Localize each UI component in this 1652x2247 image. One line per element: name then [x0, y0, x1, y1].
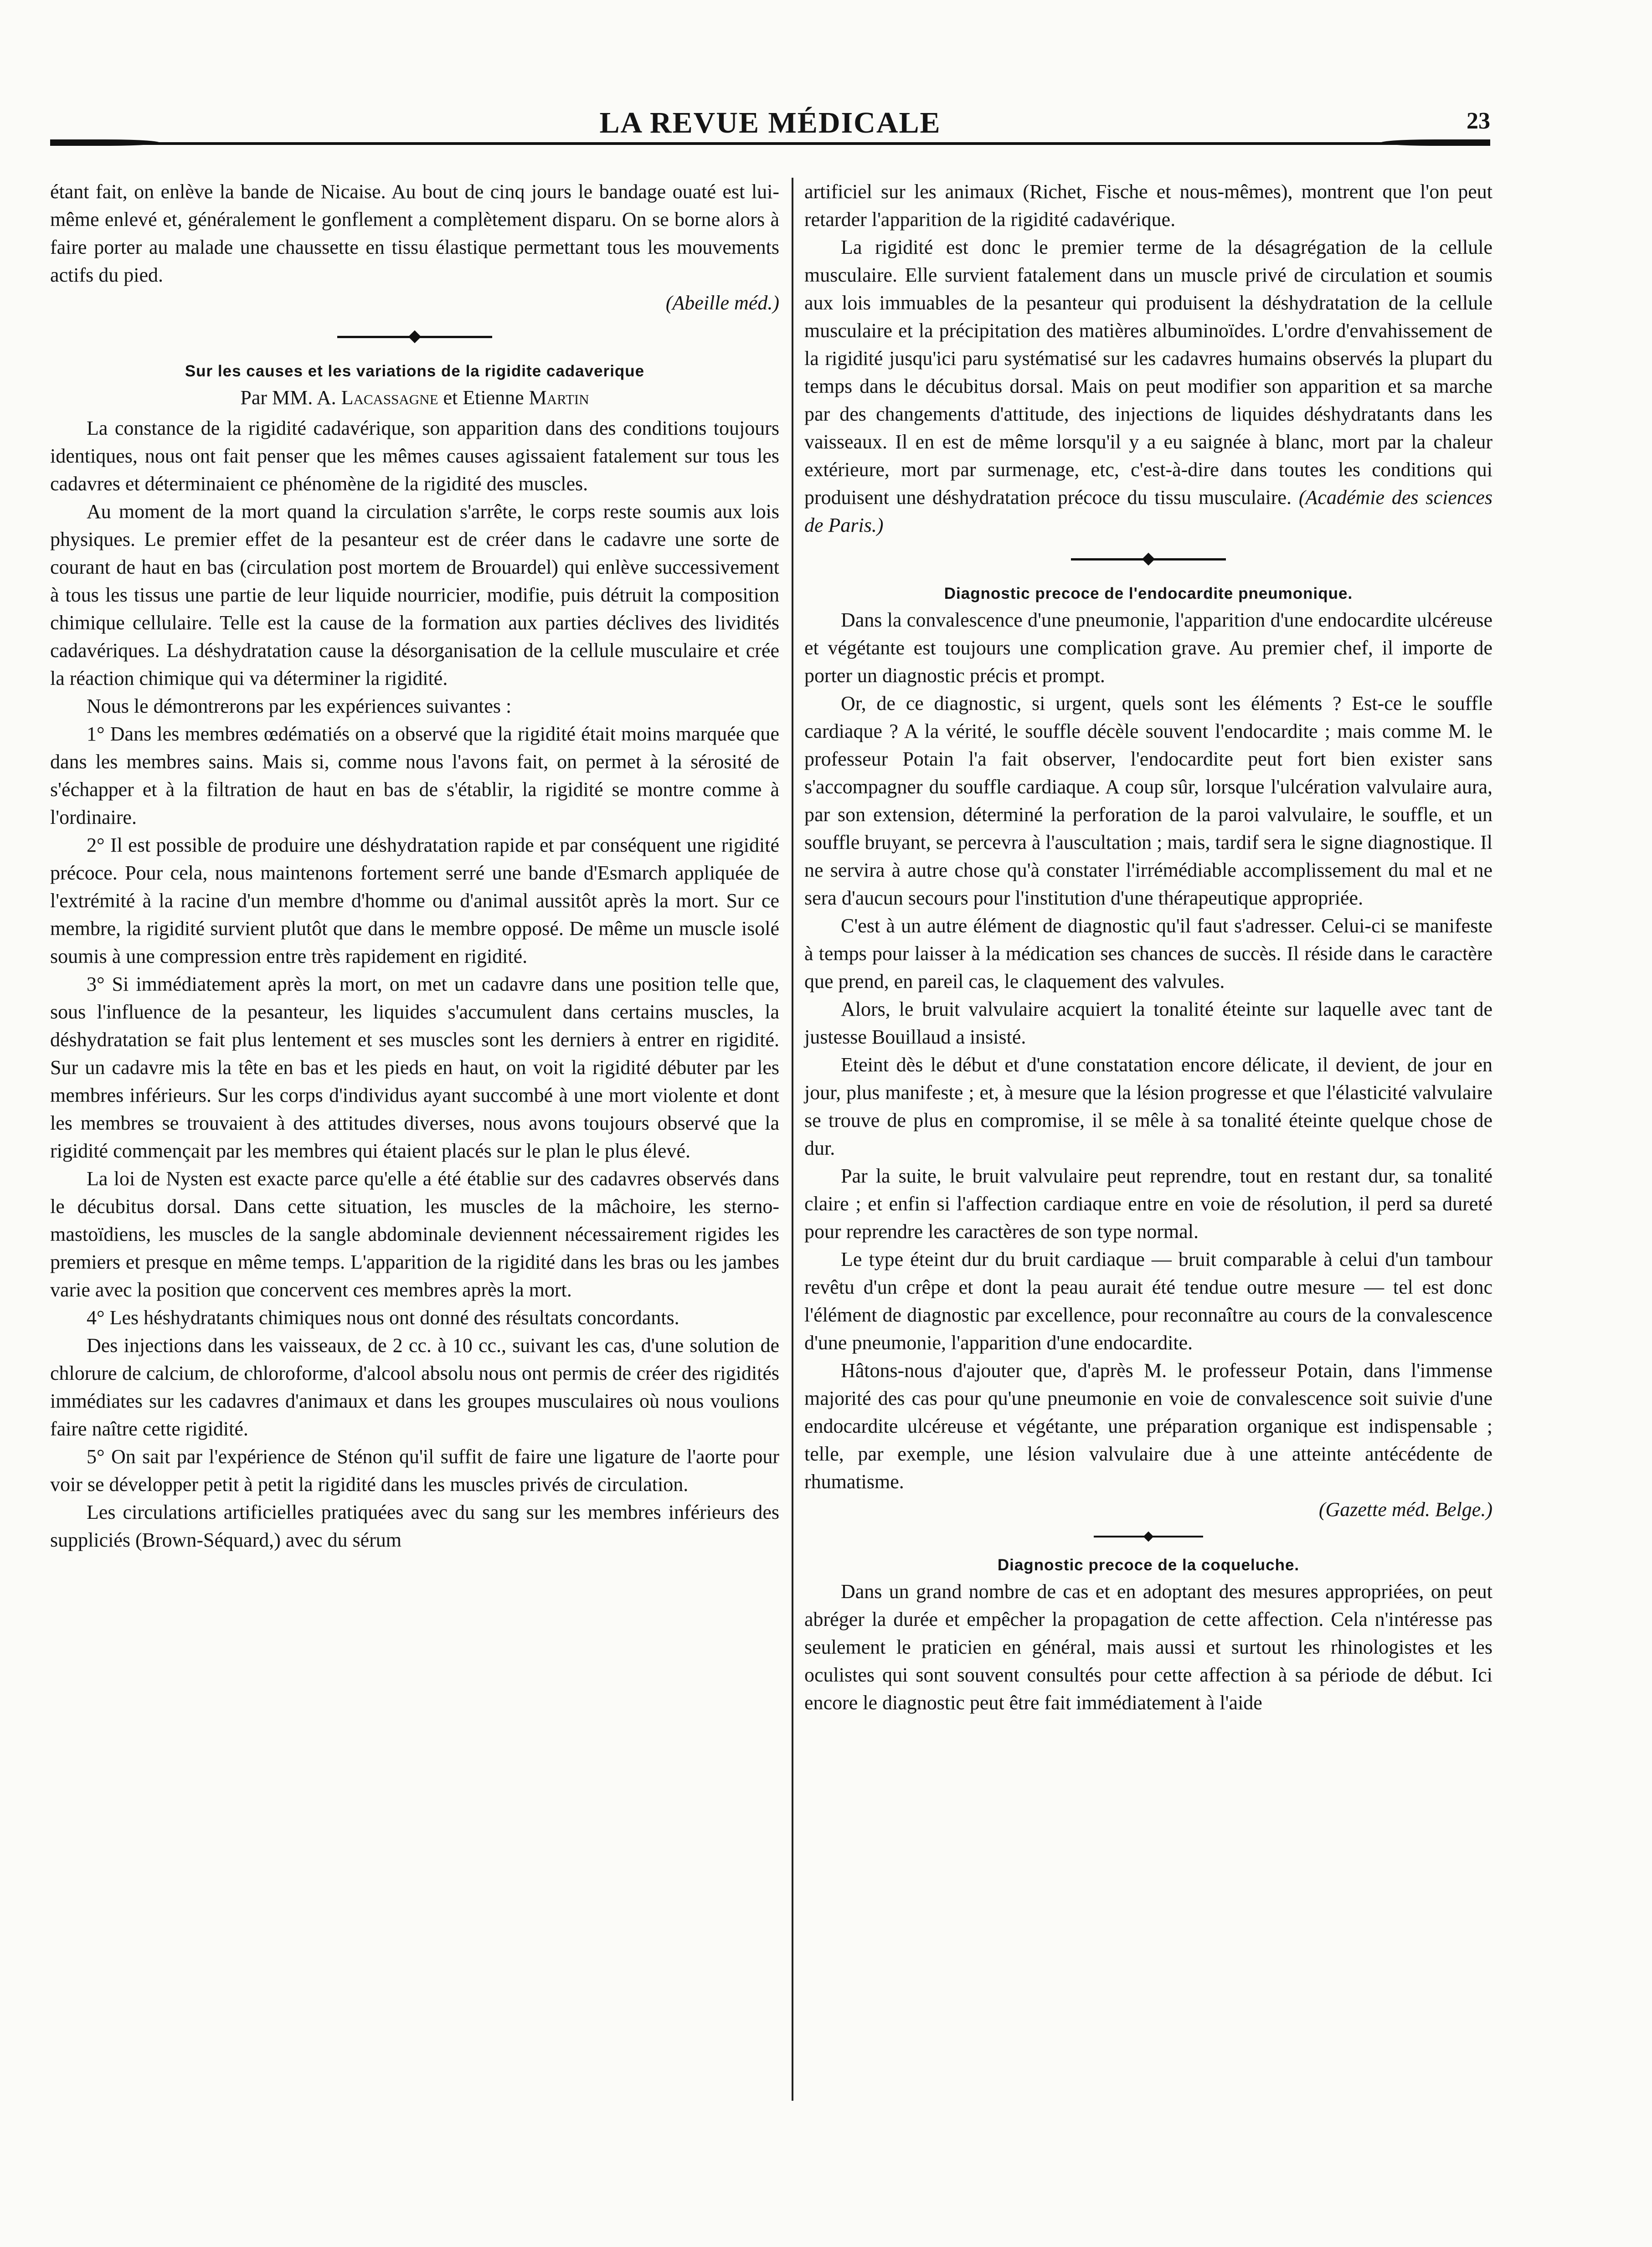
article2-citation: (Gazette méd. Belge.)	[1318, 1498, 1492, 1521]
article-paragraph: 3° Si immédiatement après la mort, on met un cadavre dans une position telle que, sous l'influence de la pesanteur, les liquides s'accumulent dans certains muscles, la déshydratation se fait plus lentement et ses muscles sont les derniers à entrer en rigidité. Sur un cadavre mis la tête en bas et les pieds en haut, on voit la rigidité débuter par les membres inférieurs. Sur les corps d'individus ayant succombé à une mort violente et dont les membres se trouvaient à des attitudes diverses, nous avons toujours observé que la rigidité commençait par les membres qui étaient placés sur le plan le plus élevé.	[50, 973, 779, 1162]
article-paragraph: 1° Dans les membres œdématiés on a observé que la rigidité était moins marquée que dans les membres sains. Mais si, comme nous l'avons fait, on permet à la sérosité de s'échapper et à la filtration de haut en bas de s'établir, la rigidité se montre comme à l'ordinaire.	[50, 723, 779, 828]
page-number: 23	[1467, 108, 1490, 134]
byline-middle: et Etienne	[443, 386, 524, 409]
article-paragraph: 4° Les héshydratants chimiques nous ont donné des résultats concordants.	[87, 1306, 679, 1329]
article-paragraph: 5° On sait par l'expérience de Sténon qu'il suffit de faire une ligature de l'aorte pour voir se développer petit à petit la rigidité dans les muscles privés de circulation.	[50, 1445, 779, 1496]
column-divider	[792, 178, 793, 2101]
top-citation: (Académie des sciences de Paris.)	[804, 486, 1492, 536]
intro-citation: (Abeille méd.)	[665, 292, 779, 314]
byline-author-1: Lacassagne	[341, 386, 438, 409]
article-paragraph: Le type éteint dur du bruit cardiaque — bruit comparable à celui d'un tambour revêtu d'un crêpe et dont la peau aurait été tendue outre mesure — tel est donc l'élément de diagnostic par excellence, pour reconnaître au cours de la convalescence d'une pneumonie, l'apparition d'une endocardite.	[804, 1248, 1492, 1354]
article-byline	[50, 384, 779, 411]
right-column	[804, 178, 1492, 1717]
article-paragraph: C'est à un autre élément de diagnostic qu'il faut s'adresser. Celui-ci se manifeste à temps pour laisser à la médication ses chances de succès. Il réside dans le caractère que prend, en pareil cas, le claquement des valvules.	[804, 915, 1492, 992]
journal-title: LA REVUE MÉDICALE	[599, 106, 941, 139]
article-title: Sur les causes et les variations de la rigidite cadaverique	[185, 362, 645, 380]
header-rule	[50, 142, 1490, 145]
article-paragraph: Les circulations artificielles pratiquées avec du sang sur les membres inférieurs des suppliciés (Brown-Séquard,) avec du sérum	[50, 1501, 779, 1551]
masthead	[50, 106, 1490, 142]
article-paragraph: La loi de Nysten est exacte parce qu'elle a été établie sur des cadavres observés dans le décubitus dorsal. Dans cette situation, les muscles de la mâchoire, les sterno-mastoïdiens, les muscles de la sangle abdominale deviennent nécessairement rigides les premiers et presque en même temps. L'apparition de la rigidité dans les bras ou les jambes varie avec la position que concervent ces membres après la mort.	[50, 1167, 779, 1301]
article-paragraph: Or, de ce diagnostic, si urgent, quels sont les éléments ? Est-ce le souffle cardiaque ? A la vérité, le souffle décèle souvent l'endocardite ; mais comme M. le professeur Potain l'a fait observer, l'endocardite peut fort bien exister sans s'accompagner du souffle cardiaque. A coup sûr, lorsque l'ulcération valvulaire aura, par son extension, déterminé la perforation de la paroi valvulaire, le souffle, et un souffle bruyant, se percevra à l'auscultation ; mais, tardif sera le signe diagnostique. Il ne servira à autre chose qu'à constater l'irrémédiable accomplissement du mal et ne sera d'aucun secours pour l'institution d'une thérapeutique appropriée.	[804, 692, 1492, 909]
section-separator	[337, 328, 492, 346]
article-paragraph: Eteint dès le début et d'une constatation encore délicate, il devient, de jour en jour, plus manifeste ; et, à mesure que la lésion progresse et que l'élasticité valvulaire se trouve de plus en compromise, il se mêle à sa tonalité éteinte quelque chose de dur.	[804, 1054, 1492, 1159]
left-column	[50, 178, 779, 1554]
article-paragraph: La constance de la rigidité cadavérique, son apparition dans des conditions toujours identiques, nous ont fait penser que les mêmes causes agissaient fatalement sur tous les cadavres et déterminaient ce phénomène de la rigidité des muscles.	[50, 417, 779, 495]
article-paragraph: Dans un grand nombre de cas et en adoptant des mesures appropriées, on peut abréger la durée et empêcher la propagation de cette affection. Cela n'intéresse pas seulement le praticien en général, mais aussi et surtout les rhinologistes et les oculistes qui sont souvent consultés pour cette affection à sa période de début. Ici encore le diagnostic peut être fait immédiatement à l'aide	[804, 1580, 1492, 1714]
section-separator	[1071, 550, 1226, 568]
paragraph-text: La rigidité est donc le premier terme de la désagrégation de la cellule musculaire. Elle survient fatalement dans un muscle privé de circulation et soumis aux lois immuables de la pesanteur qui produisent la déshydratation de la cellule musculaire et la précipitation des matières albuminoïdes. L'ordre d'envahissement de la rigidité jusqu'ici paru systématisé sur les cadavres humains observés la plupart du temps dans le décubitus dorsal. Mais on peut modifier son apparition et sa marche par des changements d'attitude, des injections de liquides déshydratants dans les vaisseaux. Il en est de même lorsqu'il y a eu saignée à blanc, mort par la chaleur extérieure, mort par surmenage, etc, c'est-à-dire dans toutes les conditions qui produisent une déshydratation précoce du tissu musculaire.	[804, 236, 1492, 509]
article-paragraph: Alors, le bruit valvulaire acquiert la tonalité éteinte sur laquelle avec tant de justesse Bouillaud a insisté.	[804, 998, 1492, 1048]
article-paragraph: Au moment de la mort quand la circulation s'arrête, le corps reste soumis aux lois physiques. Le premier effet de la pesanteur est de créer dans le cadavre une sorte de courant de haut en bas (circulation post mortem de Brouardel) qui enlève successivement à tous les tissus une partie de leur liquide nourricier, modifie, puis détruit la composition chimique cellulaire. Telle est la cause de la formation aux parties déclives des lividités cadavériques. La déshydratation cause la désorganisation de la cellule musculaire et crée la réaction chimique qui va déterminer la rigidité.	[50, 500, 779, 689]
article2-title: Diagnostic precoce de l'endocardite pneumonique.	[944, 585, 1353, 602]
article-paragraph: Des injections dans les vaisseaux, de 2 cc. à 10 cc., suivant les cas, d'une solution de chlorure de calcium, de chloroforme, d'alcool absolu nous ont permis de créer des rigidités immédiates sur les cadavres d'animaux et dans les groupes musculaires où nous voulions faire naître cette rigidité.	[50, 1334, 779, 1440]
section-separator	[1094, 1530, 1203, 1543]
article3-title: Diagnostic precoce de la coqueluche.	[997, 1556, 1300, 1574]
article-paragraph: Nous le démontrerons par les expériences suivantes :	[87, 695, 512, 717]
article-paragraph: Hâtons-nous d'ajouter que, d'après M. le professeur Potain, dans l'immense majorité des cas pour qu'une pneumonie en voie de convalescence soit suivie d'une endocardite ulcéreuse et végétante, une préparation organique est indispensable ; telle, par exemple, une lésion valvulaire due à une atteinte antécédente de rhumatisme.	[804, 1359, 1492, 1493]
article-paragraph: 2° Il est possible de produire une déshydratation rapide et par conséquent une rigidité précoce. Pour cela, nous maintenons fortement serré une bande d'Esmarch appliquée de l'extrémité à la racine d'un membre d'homme ou d'animal aussitôt après la mort. Sur ce membre, la rigidité survient plutôt que dans le membre opposé. De même un muscle isolé soumis à une compression entre très rapidement en rigidité.	[50, 834, 779, 967]
article-paragraph: Par la suite, le bruit valvulaire peut reprendre, tout en restant dur, sa tonalité claire ; et enfin si l'affection cardiaque entre en voie de résolution, il perd sa dureté pour reprendre les caractères de son type normal.	[804, 1165, 1492, 1243]
article-paragraph: artificiel sur les animaux (Richet, Fische et nous-mêmes), montrent que l'on peut retarder l'apparition de la rigidité cadavérique.	[804, 180, 1492, 231]
article-paragraph	[804, 233, 1492, 539]
article-paragraph: Dans la convalescence d'une pneumonie, l'apparition d'une endocardite ulcéreuse et végétante est toujours une complication grave. Au premier chef, il importe de porter un diagnostic précis et prompt.	[804, 609, 1492, 687]
byline-prefix: Par MM. A.	[240, 386, 336, 409]
intro-paragraph: étant fait, on enlève la bande de Nicaise. Au bout de cinq jours le bandage ouaté est lui-même enlevé et, généralement le gonflement a complètement disparu. On se borne alors à faire porter au malade une chaussette en tissu élastique permettant tous les mouvements actifs du pied.	[50, 180, 779, 286]
byline-author-2: Martin	[529, 386, 589, 409]
